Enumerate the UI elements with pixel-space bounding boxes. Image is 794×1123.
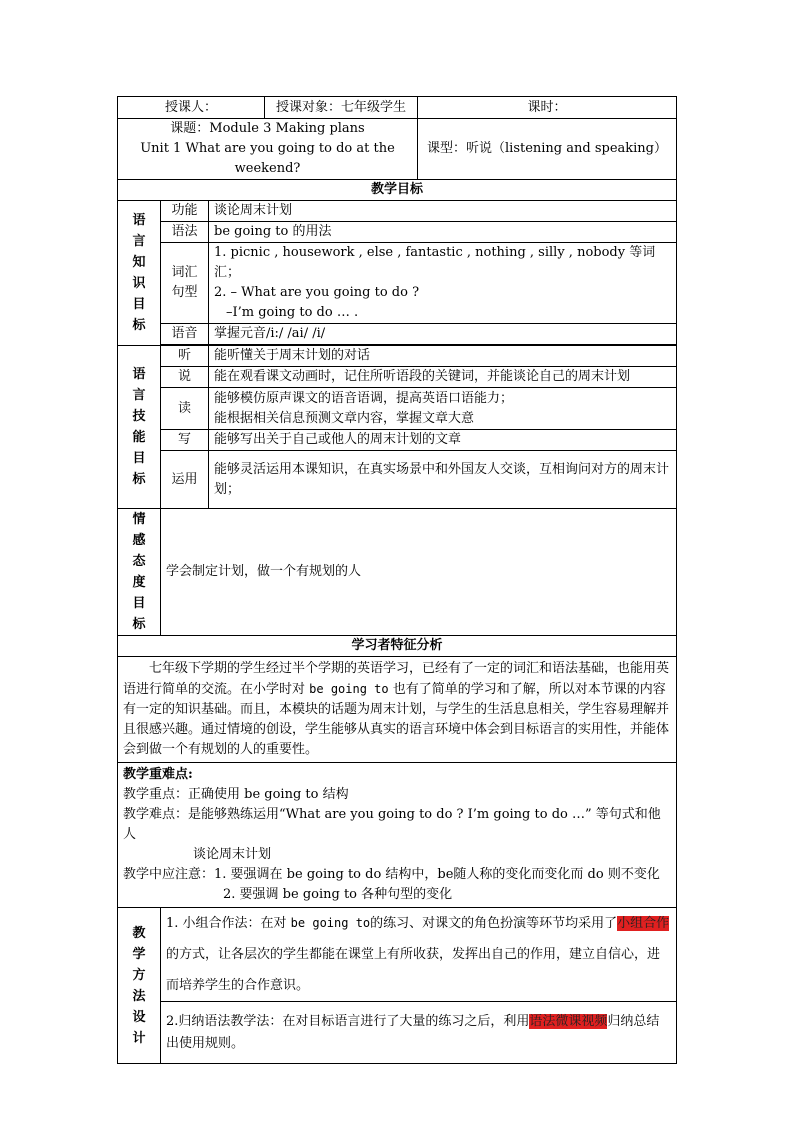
methods-label: 教 学 方 法 设 计 xyxy=(118,908,161,1064)
key-note-2: 2. 要强调 be going to 各种句型的变化 xyxy=(223,887,453,902)
vocab-label: 词汇 句型 xyxy=(161,243,209,324)
phonetic-label: 语音 xyxy=(161,324,209,345)
lesson-type-cell: 课型：听说（listening and speaking） xyxy=(418,119,677,180)
key-difficulty-1: 教学难点：是能够熟练运用“What are you going to do ? I’m going to do …” 等句式和他人 xyxy=(123,807,661,842)
grammar-value: be going to 的用法 xyxy=(209,222,677,243)
target-cell: 授课对象：七年级学生 xyxy=(265,97,418,119)
use-label: 运用 xyxy=(161,451,209,509)
read-label: 读 xyxy=(161,388,209,430)
write-label: 写 xyxy=(161,430,209,451)
language-knowledge-label: 语 言 知 识 目 标 xyxy=(118,201,161,346)
write-value: 能够写出关于自己或他人的周末计划的文章 xyxy=(209,430,677,451)
grammar-label: 语法 xyxy=(161,222,209,243)
topic-line1: 课题：Module 3 Making plans xyxy=(170,121,365,136)
objectives-title: 教学目标 xyxy=(118,180,677,201)
key-points-cell xyxy=(118,763,677,908)
language-skills-label: 语 言 技 能 目 标 xyxy=(118,346,161,509)
learner-text: 七年级下学期的学生经过半个学期的英语学习，已经有了一定的词汇和语法基础，也能用英语进行简单的交流。在小学时对 be going to 也有了简单的学习和了解，所以对本节课的内容有一定的知识基础。而且，本模块的话题为周末计划，与学生的生活息息相关，学生容易理解并且很感兴趣。通过情境的创设，学生能够从真实的语言环境中体会到目标语言的实用性，并能体会到做一个有规划的人的重要性。 xyxy=(118,657,677,763)
lesson-plan-table xyxy=(117,96,677,1064)
vocab-line2: 2. – What are you going to do ? xyxy=(214,285,420,300)
use-value: 能够灵活运用本课知识，在真实场景中和外国友人交谈，互相询问对方的周末计划； xyxy=(209,451,677,509)
method-1-highlight: 小组合作 xyxy=(617,916,670,931)
key-difficulty-2: 谈论周末计划 xyxy=(193,847,272,862)
vocab-value xyxy=(209,243,677,324)
vocab-line3: –I’m going to do … . xyxy=(226,305,359,320)
speak-value: 能在观看课文动画时，记住所听语段的关键词，并能谈论自己的周末计划 xyxy=(209,367,677,388)
listen-value: 能听懂关于周末计划的对话 xyxy=(209,346,677,367)
method-1: 1. 小组合作法：在对 be going to的练习、对课文的角色扮演等环节均采用了小组合作的方式，让各层次的学生都能在课堂上有所收获，发挥出自己的作用，建立自信心，进而培养学生的合作意识。 xyxy=(161,908,677,1002)
method-2-highlight: 语法微课视频 xyxy=(529,1013,608,1029)
period-cell: 课时： xyxy=(418,97,677,119)
function-value: 谈论周末计划 xyxy=(209,201,677,222)
teacher-cell: 授课人： xyxy=(118,97,265,119)
topic-cell xyxy=(118,119,418,180)
method-2: 2.归纳语法教学法：在对目标语言进行了大量的练习之后，利用语法微课视频归纳总结出使用规则。 xyxy=(161,1002,677,1064)
topic-line2: Unit 1 What are you going to do at the weekend? xyxy=(140,141,395,176)
learner-title: 学习者特征分析 xyxy=(118,636,677,657)
key-note-1: 教学中应注意：1. 要强调在 be going to do 结构中，be随人称的变化而变化而 do 则不变化 xyxy=(123,867,660,882)
function-label: 功能 xyxy=(161,201,209,222)
read-value: 能够模仿原声课文的语音语调，提高英语口语能力； 能根据相关信息预测文章内容，掌握文章大意 xyxy=(209,388,677,430)
phonetic-value: 掌握元音/i:/ /ai/ /i/ xyxy=(209,324,677,345)
vocab-line1: 1. picnic , housework , else , fantastic , nothing , silly , nobody 等词汇； xyxy=(214,245,656,280)
key-focus: 教学重点：正确使用 be going to 结构 xyxy=(123,787,349,802)
emotion-label: 情 感 态 度 目 标 xyxy=(118,509,161,636)
speak-label: 说 xyxy=(161,367,209,388)
key-points-title: 教学重难点: xyxy=(123,767,193,782)
listen-label: 听 xyxy=(161,346,209,367)
emotion-value: 学会制定计划，做一个有规划的人 xyxy=(161,509,677,636)
